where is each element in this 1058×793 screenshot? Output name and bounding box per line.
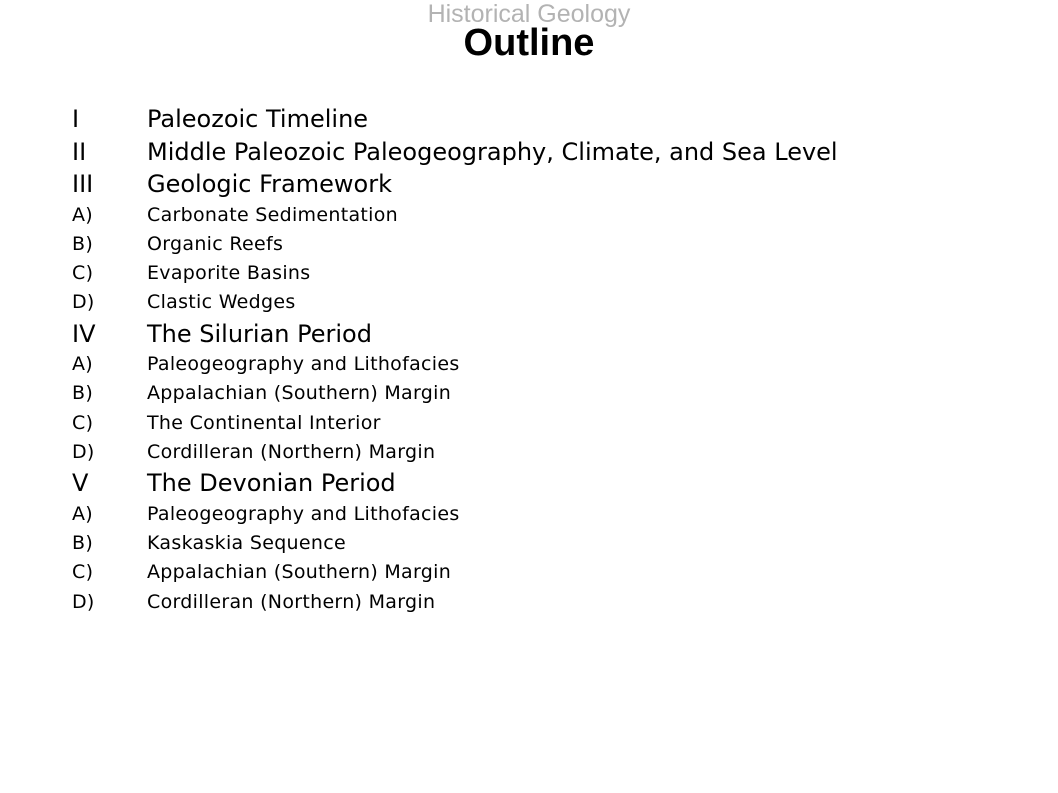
outline-text: Carbonate Sedimentation xyxy=(147,203,398,226)
outline-item-4 xyxy=(72,318,1032,351)
outline-text: The Silurian Period xyxy=(147,319,372,348)
outline-subitem xyxy=(72,259,1032,288)
outline-marker: B) xyxy=(72,382,94,405)
outline-text: Middle Paleozoic Paleogeography, Climate, and Sea Level xyxy=(147,137,838,166)
outline-marker: D) xyxy=(72,291,95,314)
outline-subitem xyxy=(72,588,1032,617)
outline-item-2 xyxy=(72,136,1032,169)
outline-text: Evaporite Basins xyxy=(147,262,311,285)
outline-marker: C) xyxy=(72,411,94,434)
outline-text: Organic Reefs xyxy=(147,232,284,255)
outline-subitem xyxy=(72,438,1032,467)
outline-text: Cordilleran (Northern) Margin xyxy=(147,590,436,613)
outline-marker: II xyxy=(72,137,87,166)
outline-subitem xyxy=(72,529,1032,558)
outline-item-5 xyxy=(72,467,1032,500)
outline-item-3 xyxy=(72,168,1032,201)
outline-text: The Devonian Period xyxy=(147,469,396,498)
outline-subitem xyxy=(72,500,1032,529)
course-title: Historical Geology xyxy=(427,0,631,28)
outline-subitem xyxy=(72,379,1032,408)
outline-marker: I xyxy=(72,105,80,133)
outline-text: Cordilleran (Northern) Margin xyxy=(147,441,436,464)
outline-marker: D) xyxy=(72,590,95,613)
outline-marker: C) xyxy=(72,262,94,285)
outline-list xyxy=(72,103,1032,617)
outline-marker: V xyxy=(72,469,89,498)
outline-subitem xyxy=(72,288,1032,317)
outline-subitem xyxy=(72,350,1032,379)
outline-subitem xyxy=(72,558,1032,587)
outline-text: Paleogeography and Lithofacies xyxy=(147,353,460,376)
outline-marker: A) xyxy=(72,353,94,376)
outline-subitem xyxy=(72,230,1032,259)
outline-text: Appalachian (Southern) Margin xyxy=(147,382,452,405)
outline-text: Paleozoic Timeline xyxy=(147,105,369,133)
outline-marker: D) xyxy=(72,441,95,464)
outline-marker: B) xyxy=(72,232,94,255)
outline-subitem xyxy=(72,409,1032,438)
outline-marker: B) xyxy=(72,532,94,555)
outline-text: Clastic Wedges xyxy=(147,291,296,314)
outline-text: Paleogeography and Lithofacies xyxy=(147,502,460,525)
outline-marker: A) xyxy=(72,502,94,525)
outline-text: Geologic Framework xyxy=(147,170,392,198)
outline-text: Appalachian (Southern) Margin xyxy=(147,561,452,584)
outline-item-1 xyxy=(72,103,1032,136)
outline-marker: III xyxy=(72,170,94,198)
outline-text: Kaskaskia Sequence xyxy=(147,532,346,555)
outline-subitem xyxy=(72,201,1032,230)
slide-title: Outline xyxy=(463,22,595,64)
outline-marker: IV xyxy=(72,319,96,348)
outline-text: The Continental Interior xyxy=(147,411,381,434)
outline-marker: A) xyxy=(72,203,94,226)
outline-marker: C) xyxy=(72,561,94,584)
